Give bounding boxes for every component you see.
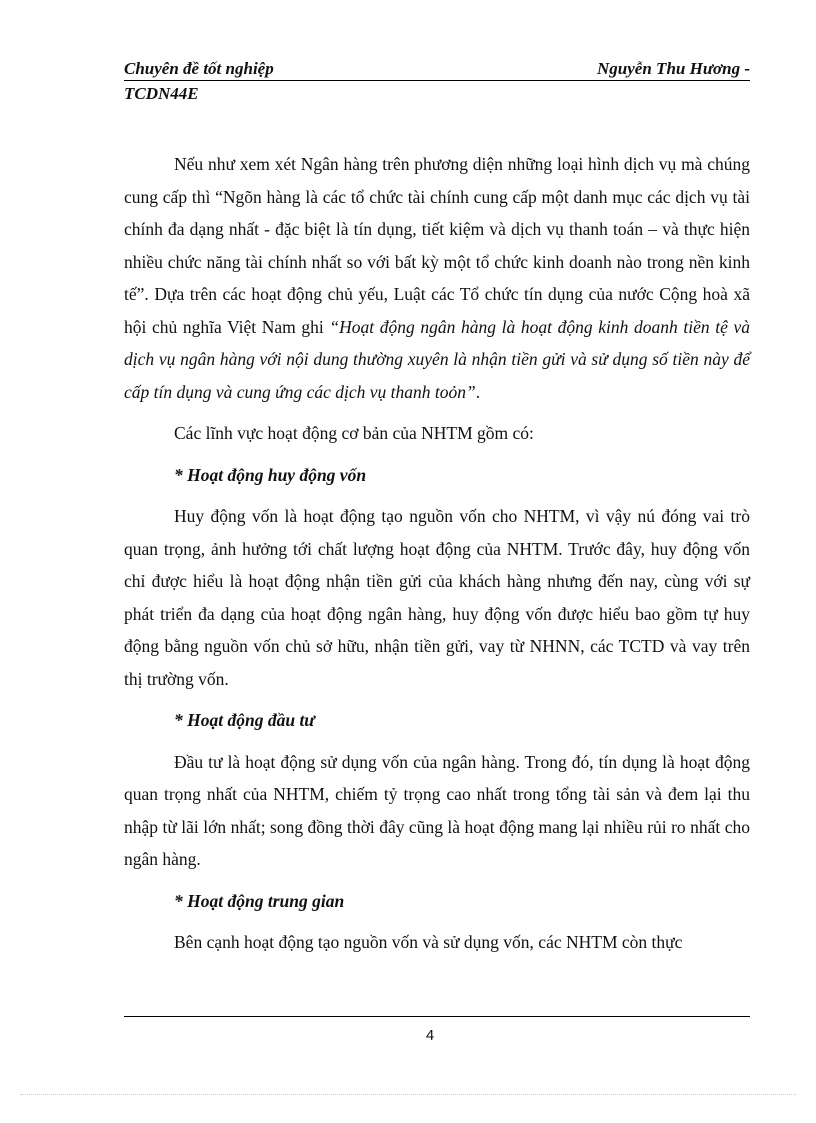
header-class-code: TCDN44E [124,84,199,103]
footer-rule [124,1016,750,1017]
intro-end: . [475,381,481,402]
header-author: Nguyễn Thu Hương - [597,59,750,78]
heading-investment: * Hoạt động đầu tư [174,710,315,730]
paragraph-capital-mobilization: Huy động vốn là hoạt động tạo nguồn vốn cho NHTM, vì vậy nú đóng vai trò quan trọng, ảnh hưởng tới chất lượng hoạt động của NHTM. Trước đây, huy động vốn chỉ được hiểu là hoạt động nhận tiền gửi của khách hàng nhưng đến nay, cùng với sự phát triển đa dạng của hoạt động ngân hàng, huy động vốn được hiểu bao gồm tự huy động bằng nguồn vốn chủ sở hữu, nhận tiền gửi, vay từ NHNN, các TCTD và vay trên thị trường vốn. [124,506,750,689]
paragraph-investment: Đầu tư là hoạt động sử dụng vốn của ngân hàng. Trong đó, tín dụng là hoạt động quan trọng nhất của NHTM, chiếm tỷ trọng cao nhất trong tổng tài sản và đem lại thu nhập từ lãi lớn nhất; song đồng thời đây cũng là hoạt động mang lại nhiều rủi ro nhất cho ngân hàng. [124,751,750,869]
page-number: 4 [425,1027,435,1044]
paragraph-intro [124,148,750,408]
header-title: Chuyên đề tốt nghiệp [124,59,274,78]
heading-capital-mobilization: * Hoạt động huy động vốn [174,464,367,485]
heading-intermediary: * Hoạt động trung gian [174,890,345,911]
header-rule [124,80,750,81]
page-bottom-guide [20,1094,796,1095]
paragraph-intermediary: Bên cạnh hoạt động tạo nguồn vốn và sử dụng vốn, các NHTM còn thực [174,932,683,952]
intro-quote: “Hoạt động ngân hàng là hoạt động kinh doanh tiền tệ và dịch vụ ngân hàng với nội dung thường xuyên là nhận tiền gửi và sử dụng số tiền này để cấp tín dụng và cung ứng các dịch vụ thanh toỏn” [124,316,750,402]
intro-text: Nếu như xem xét Ngân hàng trên phương diện những loại hình dịch vụ mà chúng cung cấp thì “Ngõn hàng là các tổ chức tài chính cung cấp một danh mục các dịch vụ tài chính đa dạng nhất - đặc biệt là tín dụng, tiết kiệm và dịch vụ thanh toán – và thực hiện nhiều chức năng tài chính nhất so với bất kỳ một tổ chức kinh doanh nào trong nền kinh tế”. Dựa trên các hoạt động chủ yếu, Luật các Tổ chức tín dụng của nước Cộng hoà xã hội chủ nghĩa Việt Nam ghi [124,154,750,337]
page-header [124,58,750,80]
paragraph-fields: Các lĩnh vực hoạt động cơ bản của NHTM gồm có: [174,423,534,443]
document-body [124,148,750,959]
